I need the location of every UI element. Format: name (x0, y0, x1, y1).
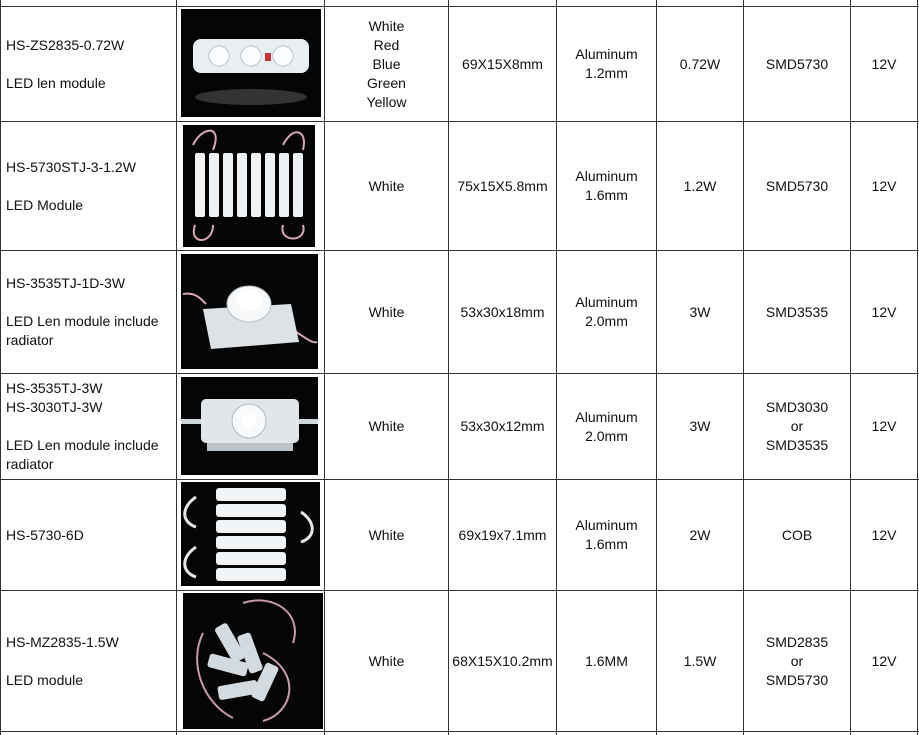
product-photo (181, 9, 321, 117)
pcb-cell: Aluminum 1.2mm (575, 46, 638, 81)
model-cell: HS-ZS2835-0.72W LED len module (6, 36, 125, 91)
pcb-cell: Aluminum 2.0mm (575, 408, 638, 444)
product-photo (181, 377, 318, 475)
header-row-strip (0, 0, 919, 7)
product-photo (181, 254, 318, 369)
chip-cell: SMD3535 (765, 303, 829, 320)
color-cell: White (368, 652, 405, 669)
voltage-cell: 12V (871, 418, 897, 434)
grid-line (0, 731, 919, 732)
color-cell: White (368, 303, 405, 320)
voltage-cell: 12V (871, 652, 897, 669)
size-cell: 53x30x12mm (460, 418, 545, 434)
chip-cell: COB (781, 526, 813, 543)
power-cell: 3W (689, 303, 711, 320)
led-module-photo-icon (183, 593, 323, 729)
color-cell: White (368, 177, 405, 194)
color-cell: White (368, 418, 405, 434)
size-cell: 53x30x18mm (460, 303, 545, 320)
power-cell: 1.5W (683, 652, 717, 669)
model-cell: HS-MZ2835-1.5W LED module (6, 633, 119, 688)
voltage-cell: 12V (871, 303, 897, 320)
led-module-photo-icon (183, 125, 315, 247)
power-cell: 0.72W (679, 55, 721, 72)
chip-cell: SMD5730 (765, 55, 829, 72)
color-cell: White Red Blue Green Yellow (366, 17, 407, 110)
pcb-cell: Aluminum 1.6mm (575, 517, 638, 552)
size-cell: 69x19x7.1mm (458, 526, 547, 543)
power-cell: 3W (689, 418, 711, 434)
pcb-cell: Aluminum 1.6mm (575, 168, 638, 203)
model-cell: HS-5730STJ-3-1.2W LED Module (6, 158, 136, 213)
chip-cell: SMD3030 or SMD3535 (765, 399, 829, 453)
power-cell: 2W (689, 526, 711, 543)
color-cell: White (368, 526, 405, 543)
product-photo (181, 482, 320, 586)
led-module-photo-icon (181, 482, 320, 586)
voltage-cell: 12V (871, 55, 897, 72)
size-cell: 75x15X5.8mm (457, 177, 548, 194)
pcb-cell: Aluminum 2.0mm (575, 294, 638, 329)
led-module-photo-icon (181, 254, 318, 369)
product-photo (183, 593, 323, 729)
led-module-photo-icon (181, 9, 321, 117)
size-cell: 68X15X10.2mm (452, 652, 553, 669)
voltage-cell: 12V (871, 526, 897, 543)
voltage-cell: 12V (871, 177, 897, 194)
grid-line (917, 0, 918, 735)
size-cell: 69X15X8mm (462, 55, 543, 72)
model-cell: HS-3535TJ-1D-3W LED Len module include radiator (6, 275, 159, 348)
grid-line (176, 0, 177, 735)
chip-cell: SMD2835 or SMD5730 (765, 633, 829, 688)
power-cell: 1.2W (683, 177, 717, 194)
model-cell: HS-5730-6D (6, 526, 84, 543)
led-module-photo-icon (181, 377, 318, 475)
model-cell: HS-3535TJ-3W HS-3030TJ-3W LED Len module include radiator (6, 380, 159, 472)
product-photo (183, 125, 315, 247)
chip-cell: SMD5730 (765, 177, 829, 194)
pcb-cell: 1.6MM (585, 652, 628, 669)
